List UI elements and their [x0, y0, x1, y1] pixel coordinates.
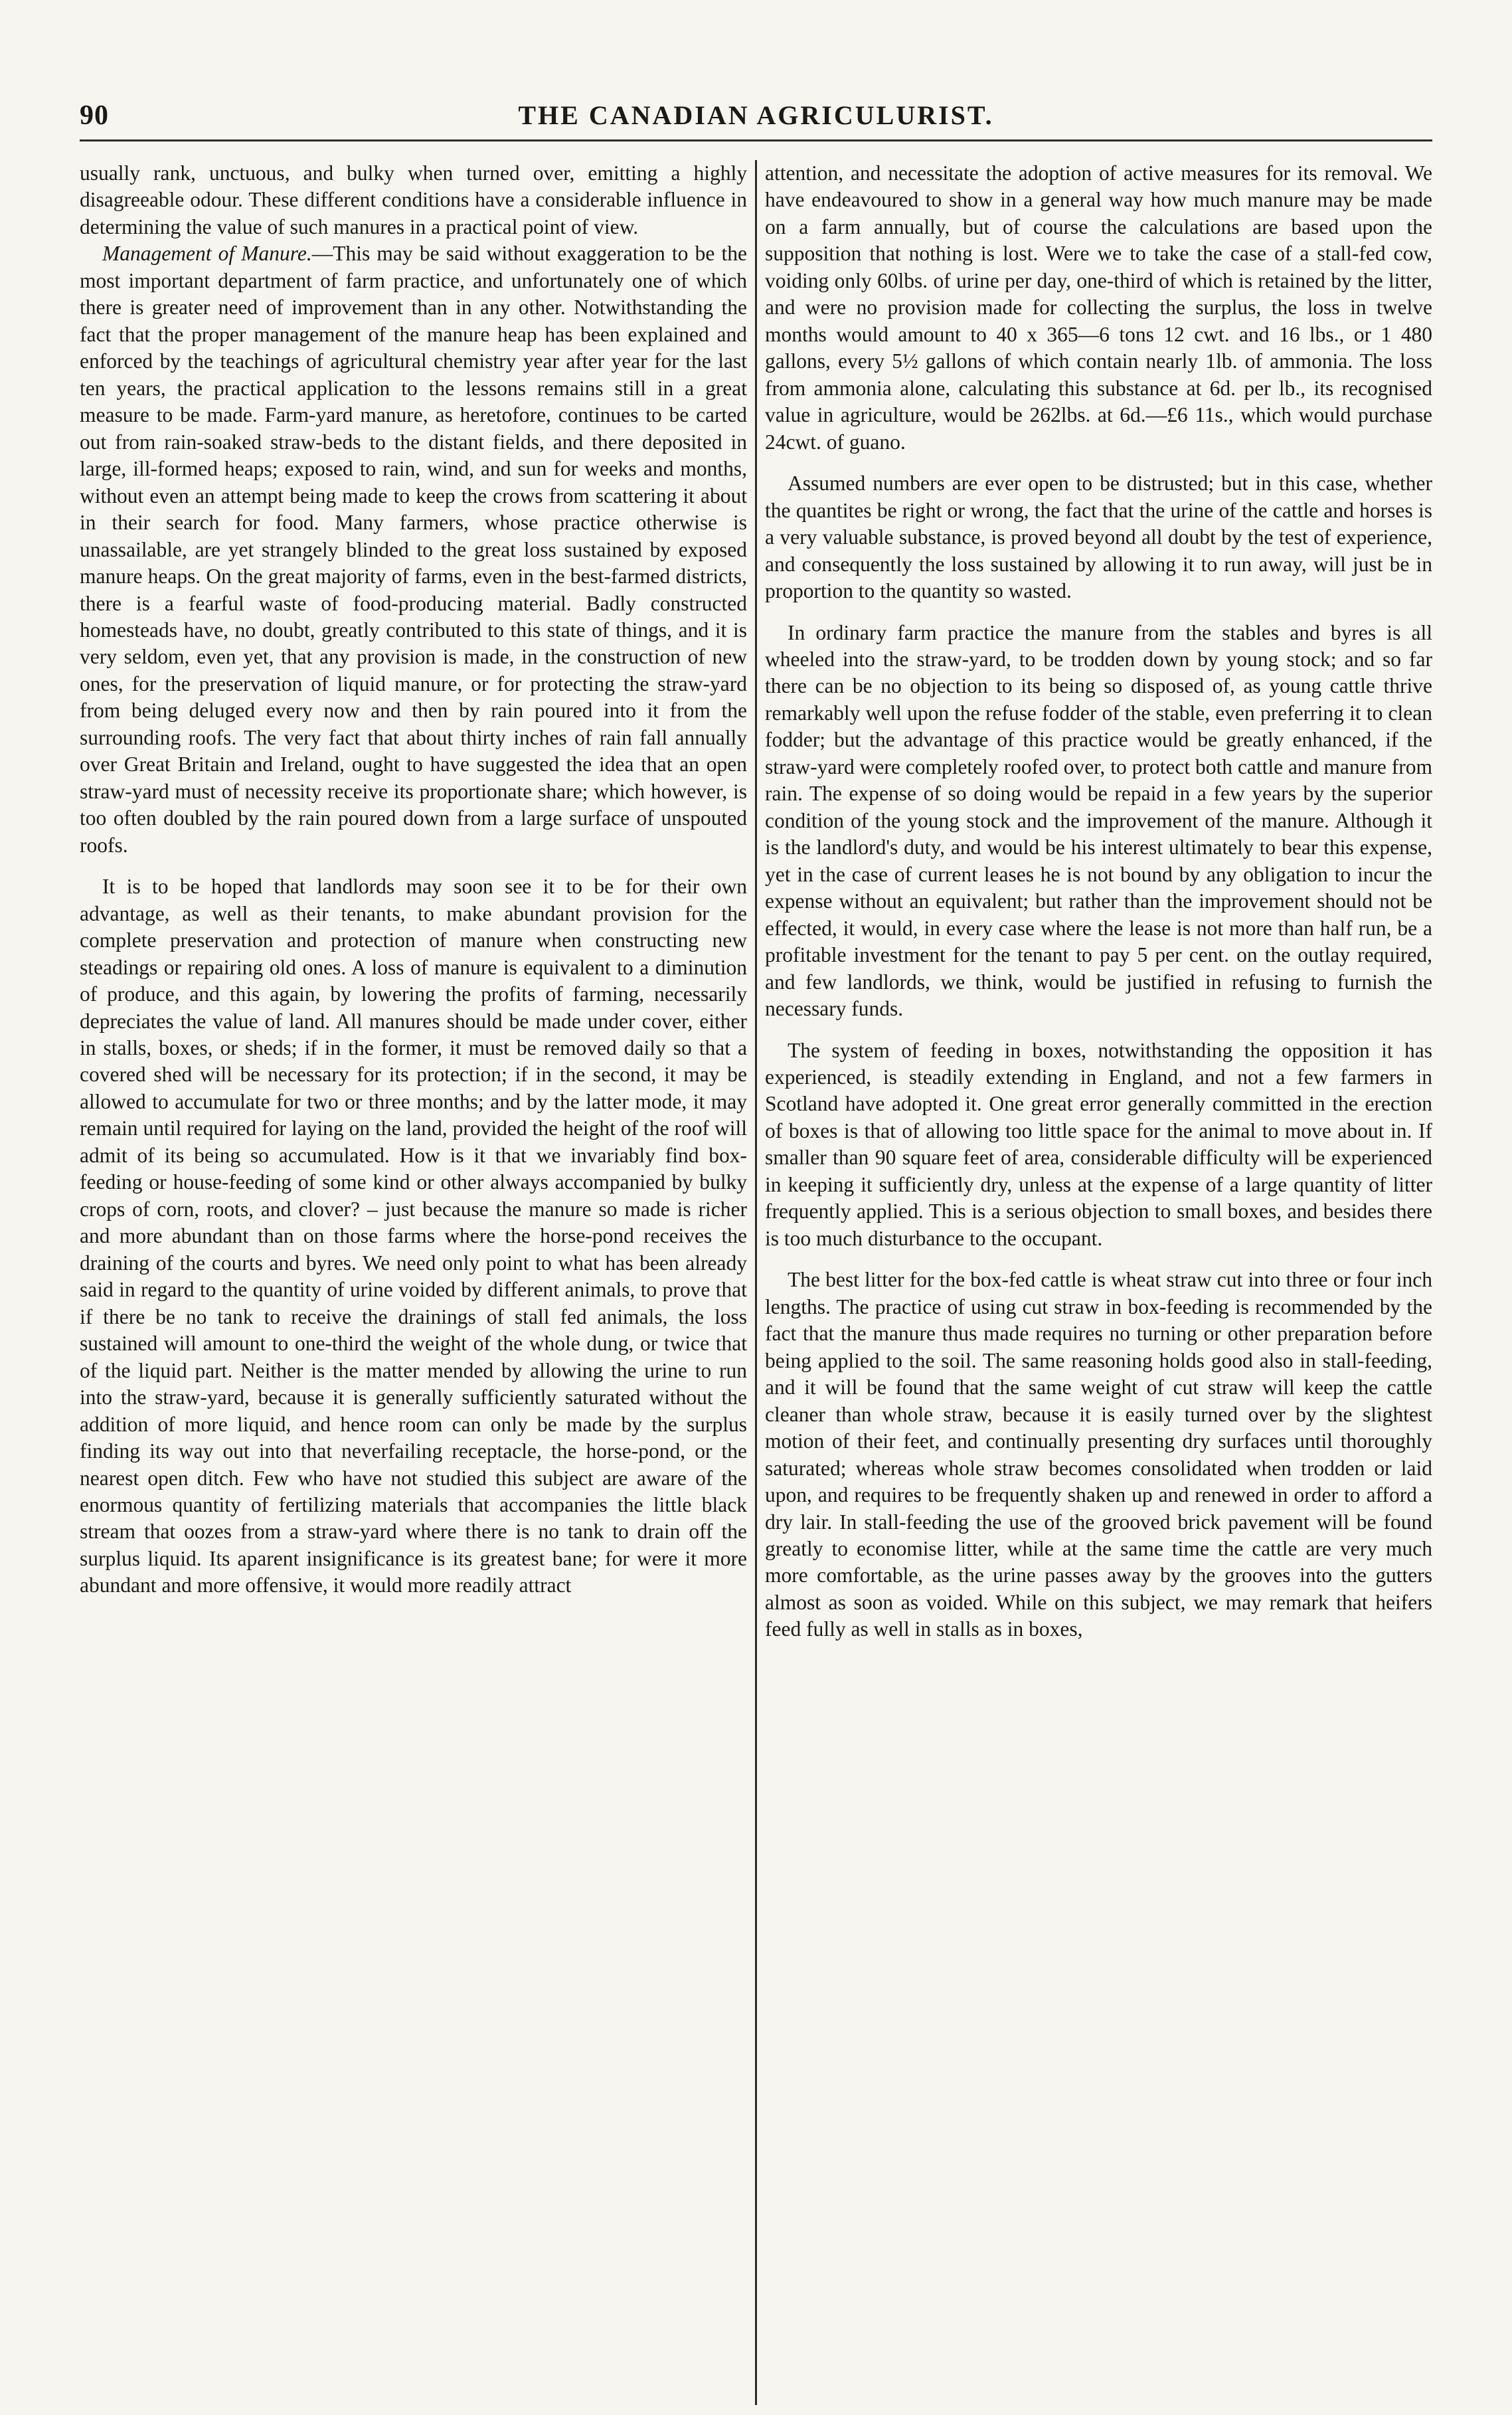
paragraph: The system of feeding in boxes, notwithstanding the opposition it has experienced, is steadily extending in England, and not a few farmers in Scotland have adopted it. One great error generally committed in the erection of boxes is that of allowing too little space for the animal to move about in. If smaller than 90 square feet of area, considerable difficulty will be experienced in keeping it sufficiently dry, unless at the expense of a large quantity of litter frequently applied. This is a serious objection to small boxes, and besides there is too much disturbance to the occupant. — [765, 1038, 1432, 1250]
right-column — [765, 160, 1432, 2405]
paragraph: It is to be hoped that landlords may soon see it to be for their own advantage, as well as their tenants, to make abundant provision for the complete preservation and protection of manure when constructing new steadings or repairing old ones. A loss of manure is equivalent to a diminution of produce, and this again, by lowering the profits of farming, necessarily depreciates the value of land. All manures should be made under cover, either in stalls, boxes, or sheds; if in the former, it must be removed daily so that a covered shed will be necessary for its protection; if in the second, it may be allowed to accumulate for two or three months; and by the latter mode, it may remain until required for laying on the land, provided the height of the roof will admit of its being so accumulated. How is it that we invariably find box-feeding or house-feeding of some kind or other always accompanied by bulky crops of corn, roots, and clover? – just because the manure so made is richer and more abundant than on those farms where the horse-pond receives the draining of the courts and byres. We need only point to what has been already said in regard to the quantity of urine voided by different animals, to prove that if there be no tank to receive the drainings of stall fed animals, the loss sustained will amount to one-third the weight of the whole dung, or twice that of the liquid part. Neither is the matter mended by allowing the urine to run into the straw-yard, because it is generally sufficiently saturated without the addition of more liquid, and hence room can only be made by the surplus finding its way out into that neverfailing receptacle, the horse-pond, or the nearest open ditch. Few who have not studied this subject are aware of the enormous quantity of fertilizing materials that accompanies the little black stream that oozes from a straw-yard where there is no tank to drain off the surplus liquid. Its aparent insignificance is its greatest bane; for were it more abundant and more offensive, it would more readily attract — [80, 875, 747, 1597]
text-columns — [80, 160, 1432, 2405]
running-title: THE CANADIAN AGRICULURIST. — [518, 100, 994, 130]
paragraph: In ordinary farm practice the manure from the stables and byres is all wheeled into the straw-yard, to be trodden down by young stock; and so far there can be no objection to its being so disposed of, as young cattle thrive remarkably well upon the refuse fodder of the stable, even preferring it to clean fodder; but the advantage of this practice would be greatly enhanced, if the straw-yard were completely roofed over, to protect both cattle and manure from rain. The expense of so doing would be repaid in a few years by the superior condition of the young stock and the improvement of the manure. Although it is the landlord's duty, and would be his interest ultimately to bear this expense, yet in the case of current leases he is not bound by any obligation to incur the expense without an equivalent; but rather than the improvement should not be effected, it would, in every case where the lease is not more than half run, be a profitable investment for the tenant to pay 5 per cent. on the outlay required, and few landlords, we think, would be justified in refusing to furnish the necessary funds. — [765, 620, 1432, 1021]
paragraph: Assumed numbers are ever open to be distrusted; but in this case, whether the quantites be right or wrong, the fact that the urine of the cattle and horses is a very valuable substance, is proved beyond all doubt by the test of experience, and consequently the loss sustained by allowing it to run away, will just be in proportion to the quantity so wasted. — [765, 472, 1432, 603]
paragraph-text: —This may be said without exaggeration to be the most important department of farm practice, and unfortunately one of which there is greater need of improvement than in any other. Notwithstanding the fact that the proper management of the manure heap has been explained and enforced by the teachings of agricultural chemistry year after year for the last ten years, the practical application to the lessons remains still in a great measure to be made. Farm-yard manure, as heretofore, continues to be carted out from rain-soaked straw-beds to the distant fields, and there deposited in large, ill-formed heaps; exposed to rain, wind, and sun for weeks and months, without even an attempt being made to keep the crows from scattering it about in their search for food. Many farmers, whose practice otherwise is unassailable, are yet strangely blinded to the great loss sustained by exposed manure heaps. On the great majority of farms, even in the best-farmed districts, there is a fearful waste of food-producing material. Badly constructed homesteads have, no doubt, greatly contributed to this state of things, and it is very seldom, even yet, that any provision is made, in the construction of new ones, for the preservation of liquid manure, or for protecting the straw-yard from being deluged every now and then by rain poured into it from the surrounding roofs. The very fact that about thirty inches of rain fall annually over Great Britain and Ireland, ought to have suggested the idea that an open straw-yard must of necessity receive its proportionate share; which however, is too often doubled by the rain poured down from a large surface of unspouted roofs. — [80, 242, 747, 857]
left-column — [80, 160, 747, 2405]
paragraph: usually rank, unctuous, and bulky when turned over, emitting a highly disagreeable odour. These different conditions have a considerable influence in determining the value of such manures in a practical point of view. — [80, 161, 747, 238]
page-number: 90 — [80, 100, 109, 131]
paragraph: The best litter for the box-fed cattle is wheat straw cut into three or four inch lengths. The practice of using cut straw in box-feeding is recommended by the fact that the manure thus made requires no turning or other preparation before being applied to the soil. The same reasoning holds good also in stall-feeding, and it will be found that the same weight of cut straw will keep the cattle cleaner than whole straw, because it is easily turned over by the slightest motion of their feet, and continually presenting dry surfaces until thoroughly saturated; whereas whole straw becomes consolidated when trodden or laid upon, and requires to be frequently shaken up and renewed in order to afford a dry lair. In stall-feeding the use of the grooved brick pavement will be found greatly to economise litter, while at the same time the cattle are very much more comfortable, as the urine passes away by the grooves into the gutters almost as soon as voided. While on this subject, we may remark that heifers feed fully as well in stalls as in boxes, — [765, 1268, 1432, 1641]
page-header — [80, 100, 1432, 141]
paragraph: attention, and necessitate the adoption of active measures for its removal. We have endeavoured to show in a general way how much manure may be made on a farm annually, but of course the calculations are based upon the supposition that nothing is lost. Were we to take the case of a stall-fed cow, voiding only 60lbs. of urine per day, one-third of which is retained by the litter, and were no provision made for collecting the surplus, the loss in twelve months would amount to 40 x 365—6 tons 12 cwt. and 16 lbs., or 1 480 gallons, every 5½ gallons of which contain nearly 1lb. of ammonia. The loss from ammonia alone, calculating this substance at 6d. per lb., its recognised value in agriculture, would be 262lbs. at 6d.—£6 11s., which would purchase 24cwt. of guano. — [765, 161, 1432, 454]
section-heading: Management of Manure. — [102, 242, 312, 266]
paragraph — [80, 240, 747, 859]
column-rule — [755, 160, 757, 2405]
